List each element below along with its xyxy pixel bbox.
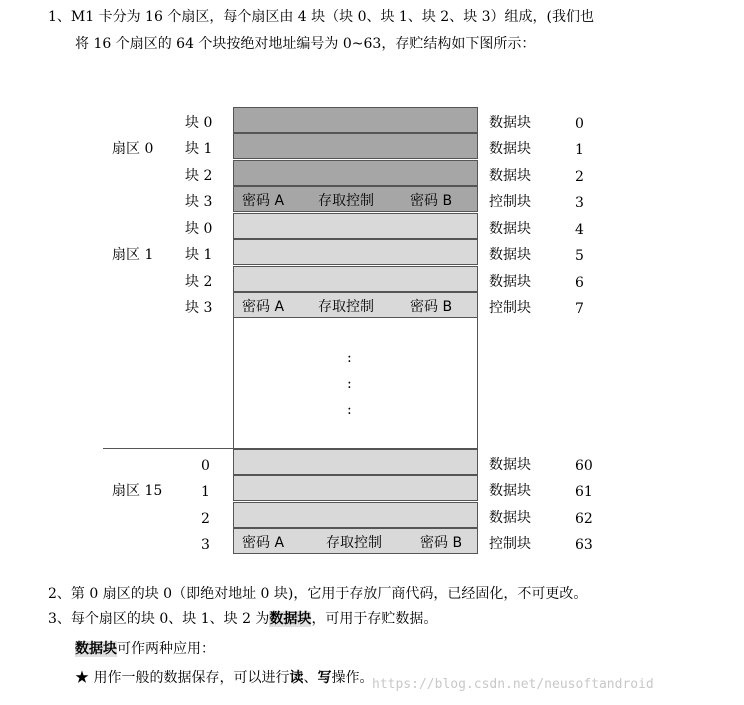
block-address: 4 xyxy=(575,222,584,238)
usage-text: 可作两种应用： xyxy=(117,641,215,657)
block-label: 块 2 xyxy=(185,168,213,184)
block-type: 数据块 xyxy=(489,168,531,184)
block-cell xyxy=(233,502,478,528)
intro-line-2: 将 16 个扇区的 64 个块按绝对地址编号为 0~63，存贮结构如下图所示： xyxy=(75,36,536,52)
key-b-field: 密码 B xyxy=(410,193,453,209)
block-address: 6 xyxy=(575,275,584,291)
block-label: 块 3 xyxy=(185,194,213,210)
star-icon: ★ xyxy=(75,670,89,686)
note-2: 2、第 0 扇区的块 0（即绝对地址 0 块)，它用于存放厂商代码，已经固化，不可更改。 xyxy=(48,586,588,602)
block-cell xyxy=(233,475,478,501)
block-type: 数据块 xyxy=(489,247,531,263)
access-control-field: 存取控制 xyxy=(326,535,382,551)
key-b-field: 密码 B xyxy=(410,299,453,315)
block-label: 0 xyxy=(201,458,210,474)
block-type: 控制块 xyxy=(489,194,531,210)
ellipsis-dot: : xyxy=(347,350,352,366)
block-address: 63 xyxy=(575,537,593,553)
key-b-field: 密码 B xyxy=(420,535,463,551)
block-type: 数据块 xyxy=(489,115,531,131)
block-label: 1 xyxy=(201,484,210,500)
key-a-field: 密码 A xyxy=(242,299,285,315)
block-address: 61 xyxy=(575,484,593,500)
block-label: 块 1 xyxy=(185,247,213,263)
block-label: 块 0 xyxy=(185,115,213,131)
block-type: 控制块 xyxy=(489,300,531,316)
block-address: 62 xyxy=(575,511,593,527)
block-cell xyxy=(233,133,478,159)
omitted-sectors-region xyxy=(233,318,478,449)
control-block-cell xyxy=(233,292,478,318)
block-cell xyxy=(233,266,478,292)
control-block-cell xyxy=(233,186,478,212)
block-address: 2 xyxy=(575,169,584,185)
note-3 xyxy=(48,610,437,628)
block-cell xyxy=(233,213,478,239)
sector-1-label: 扇区 1 xyxy=(112,247,154,263)
block-type: 数据块 xyxy=(489,221,531,237)
ellipsis-dot: : xyxy=(347,402,352,418)
block-label: 3 xyxy=(201,537,210,553)
block-cell xyxy=(233,160,478,186)
block-type: 数据块 xyxy=(489,457,531,473)
intro-line-1: 1、M1 卡分为 16 个扇区，每个扇区由 4 块（块 0、块 1、块 2、块 3）组成，(我们也 xyxy=(48,9,595,25)
note-3-prefix: 3、每个扇区的块 0、块 1、块 2 为 xyxy=(48,611,270,627)
note-3-highlight: 数据块 xyxy=(269,611,312,627)
access-control-field: 存取控制 xyxy=(318,299,374,315)
bullet-separator: 、 xyxy=(303,670,318,686)
block-address: 60 xyxy=(575,458,593,474)
block-label: 2 xyxy=(201,511,210,527)
bullet-line xyxy=(75,669,373,687)
block-address: 1 xyxy=(575,142,584,158)
usage-highlight: 数据块 xyxy=(75,641,117,657)
block-address: 0 xyxy=(575,116,584,132)
block-address: 7 xyxy=(575,301,584,317)
write-emphasis: 写 xyxy=(317,670,332,686)
block-label: 块 3 xyxy=(185,300,213,316)
bullet-text: 用作一般的数据保存，可以进行 xyxy=(89,670,290,686)
block-label: 块 0 xyxy=(185,221,213,237)
block-cell xyxy=(233,449,478,475)
block-address: 3 xyxy=(575,195,584,211)
block-cell xyxy=(233,107,478,133)
block-label: 块 2 xyxy=(185,274,213,290)
key-a-field: 密码 A xyxy=(242,535,285,551)
note-3-suffix: ，可用于存贮数据。 xyxy=(311,611,438,627)
block-type: 数据块 xyxy=(489,274,531,290)
block-type: 数据块 xyxy=(489,141,531,157)
block-type: 数据块 xyxy=(489,510,531,526)
key-a-field: 密码 A xyxy=(242,193,285,209)
control-block-cell xyxy=(233,528,478,554)
block-type: 数据块 xyxy=(489,483,531,499)
block-address: 5 xyxy=(575,248,584,264)
sector-15-label: 扇区 15 xyxy=(112,483,163,499)
usage-line xyxy=(75,640,215,658)
ellipsis-dot: : xyxy=(347,376,352,392)
bullet-suffix: 操作。 xyxy=(331,670,374,686)
watermark: https://blog.csdn.net/neusoftandroid xyxy=(372,677,654,692)
access-control-field: 存取控制 xyxy=(318,193,374,209)
block-label: 块 1 xyxy=(185,141,213,157)
read-emphasis: 读 xyxy=(289,670,304,686)
block-type: 控制块 xyxy=(489,536,531,552)
block-cell xyxy=(233,239,478,265)
sector-0-label: 扇区 0 xyxy=(112,141,154,157)
